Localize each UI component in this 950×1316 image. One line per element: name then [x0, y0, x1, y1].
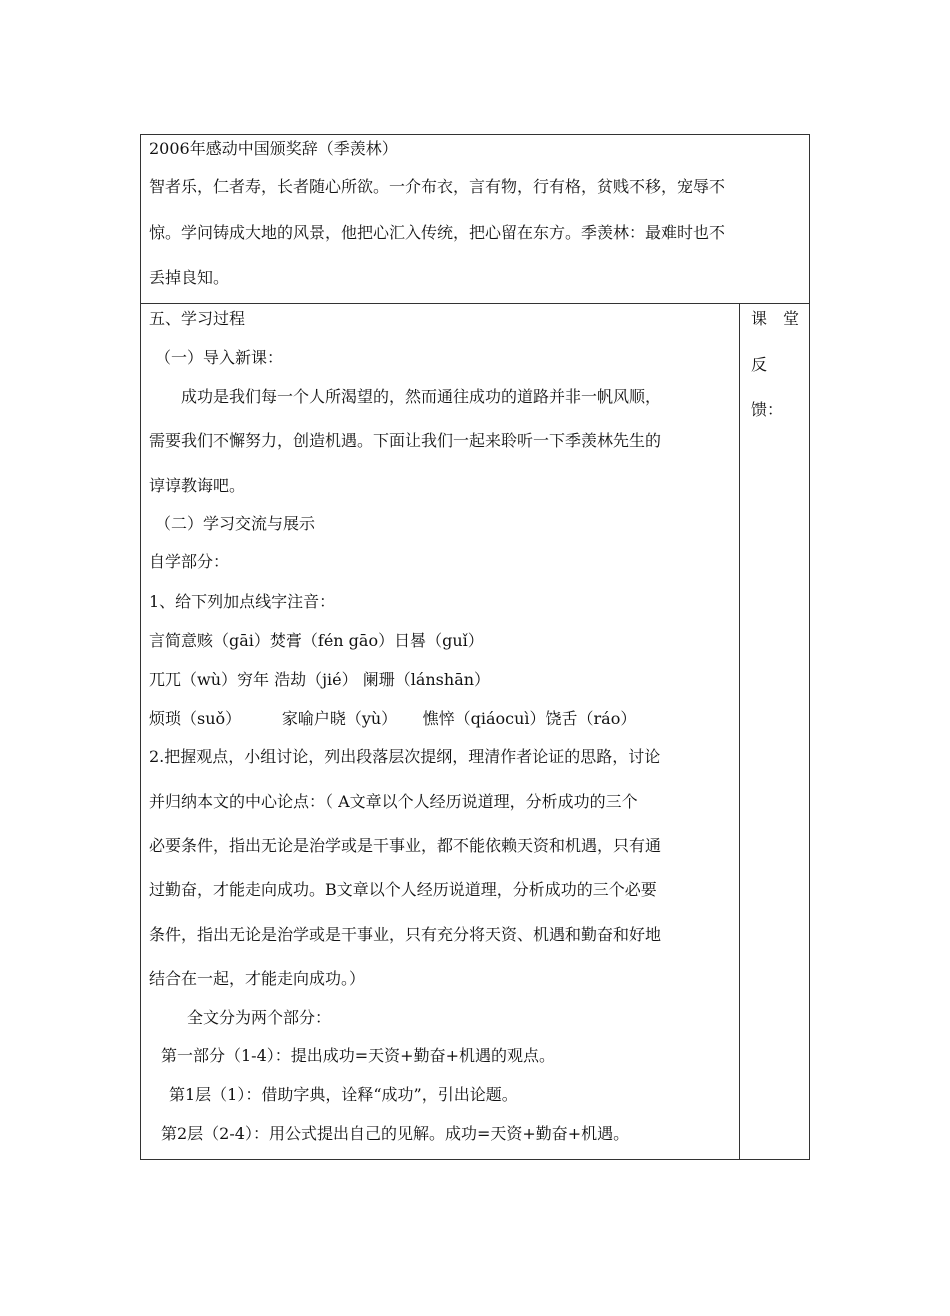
award-title: 2006年感动中国颁奖辞（季羡林）	[149, 139, 398, 158]
award-text-line: 丢掉良知。	[149, 268, 230, 287]
body-line: 自学部分：	[149, 552, 230, 571]
body-line: 条件，指出无论是治学或是干事业，只有充分将天资、机遇和勤奋和好地	[149, 925, 662, 944]
body-line: 必要条件，指出无论是治学或是干事业，都不能依赖天资和机遇，只有通	[149, 836, 662, 855]
pinyin-line: 兀兀（wù）穷年 浩劫（jié） 阑珊（lánshān）	[149, 670, 491, 689]
award-text-line: 智者乐，仁者寿，长者随心所欲。一介布衣，言有物，行有格，贫贱不移，宠辱不	[149, 177, 726, 196]
body-line: 成功是我们每一个人所渴望的，然而通往成功的道路并非一帆风顺，	[181, 387, 662, 406]
body-line: 结合在一起，才能走向成功。）	[149, 969, 366, 988]
section-heading: 五、学习过程	[149, 309, 246, 328]
pinyin-line: 言简意赅（gāi）焚膏（fén gāo）日晷（guǐ）	[149, 631, 484, 650]
side-char: 课	[751, 309, 768, 328]
side-char: 反	[751, 355, 768, 374]
row-divider	[141, 303, 809, 304]
body-line: 谆谆教诲吧。	[149, 476, 246, 495]
body-line: 并归纳本文的中心论点：（ A文章以个人经历说道理，分析成功的三个	[149, 792, 638, 811]
outline-line: 第一部分（1-4）：提出成功=天资+勤奋+机遇的观点。	[161, 1046, 555, 1065]
body-line: 2.把握观点，小组讨论，列出段落层次提纲，理清作者论证的思路，讨论	[149, 747, 661, 766]
body-line: 全文分为两个部分：	[187, 1008, 332, 1027]
award-text-line: 惊。学问铸成大地的风景，他把心汇入传统，把心留在东方。季羡林：最难时也不	[149, 223, 726, 242]
subsection-heading: （二）学习交流与展示	[155, 514, 316, 533]
subsection-heading: （一）导入新课：	[155, 348, 284, 367]
side-char: 馈：	[751, 400, 784, 419]
body-line: 需要我们不懈努力，创造机遇。下面让我们一起来聆听一下季羡林先生的	[149, 431, 662, 450]
body-line: 过勤奋，才能走向成功。B文章以个人经历说道理，分析成功的三个必要	[149, 880, 657, 899]
column-divider	[739, 303, 740, 1159]
outline-line: 第2层（2-4）：用公式提出自己的见解。成功=天资+勤奋+机遇。	[161, 1124, 630, 1143]
body-line: 1、给下列加点线字注音：	[149, 592, 336, 611]
lesson-table	[140, 134, 810, 1160]
outline-line: 第1层（1）：借助字典，诠释“成功”，引出论题。	[169, 1085, 518, 1104]
side-char: 堂	[783, 309, 800, 328]
pinyin-line: 烦琐（suǒ） 家喻户晓（yù） 憔悴（qiáocuì）饶舌（ráo）	[149, 709, 637, 728]
